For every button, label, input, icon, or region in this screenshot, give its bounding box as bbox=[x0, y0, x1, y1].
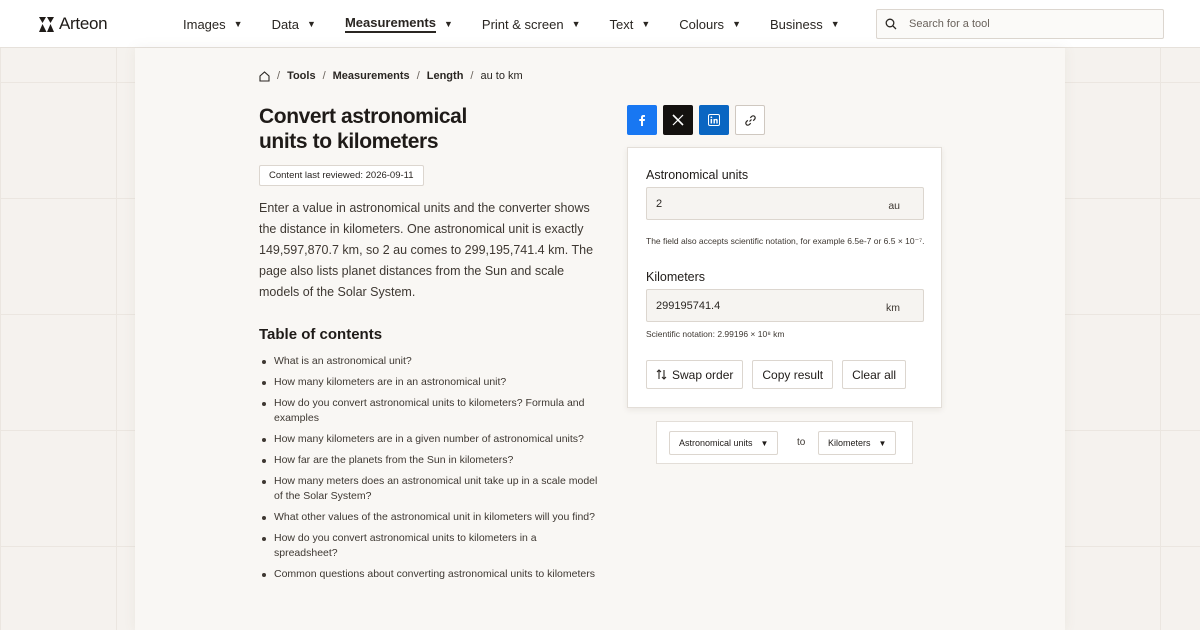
nav-item-colours[interactable] bbox=[679, 0, 741, 48]
nav-label: Measurements bbox=[345, 15, 436, 33]
toc-item[interactable]: How many kilometers are in a given number of astronomical units? bbox=[259, 432, 599, 447]
clear-all-button[interactable]: Clear all bbox=[842, 360, 906, 389]
from-unit-select[interactable] bbox=[669, 431, 778, 455]
breadcrumb-current: au to km bbox=[480, 70, 523, 82]
caret-down-icon: ▼ bbox=[830, 19, 840, 29]
link-icon bbox=[744, 114, 757, 127]
unit-to-label: to bbox=[797, 437, 806, 448]
copy-link-button[interactable] bbox=[735, 105, 765, 135]
from-unit-label: au bbox=[888, 200, 900, 212]
share-facebook-button[interactable] bbox=[627, 105, 657, 135]
copy-result-button[interactable]: Copy result bbox=[752, 360, 833, 389]
from-unit-select-value: Astronomical units bbox=[679, 438, 753, 448]
swap-order-button[interactable] bbox=[646, 360, 743, 389]
search-input[interactable] bbox=[909, 18, 1149, 30]
home-icon[interactable] bbox=[259, 71, 270, 82]
brand-logo[interactable] bbox=[39, 14, 107, 34]
toc-item[interactable]: How do you convert astronomical units to kilometers? Formula and examples bbox=[259, 396, 599, 426]
reviewed-badge: Content last reviewed: 2026-09-11 bbox=[259, 165, 424, 186]
nav-label: Text bbox=[609, 16, 634, 32]
nav-label: Colours bbox=[679, 16, 725, 32]
search-icon bbox=[885, 18, 897, 30]
caret-down-icon: ▼ bbox=[444, 19, 453, 29]
toc-item[interactable]: Common questions about converting astronomical units to kilometers bbox=[259, 567, 599, 582]
top-navigation-bar bbox=[0, 0, 1200, 48]
share-buttons bbox=[627, 105, 765, 135]
caret-down-icon: ▼ bbox=[732, 19, 741, 29]
converter-actions bbox=[646, 360, 906, 389]
caret-down-icon: ▼ bbox=[233, 19, 243, 29]
toc-item[interactable]: How do you convert astronomical units to kilometers in a spreadsheet? bbox=[259, 531, 599, 561]
content-panel bbox=[135, 48, 1065, 630]
to-field-label: Kilometers bbox=[646, 270, 706, 284]
caret-down-icon: ▼ bbox=[760, 438, 769, 448]
breadcrumb bbox=[259, 70, 523, 82]
from-field-hint: The field also accepts scientific notation, for example 6.5e-7 or 6.5 × 10⁻⁷. bbox=[646, 236, 925, 246]
arteon-logo-icon bbox=[39, 17, 54, 32]
swap-arrows-icon bbox=[656, 369, 667, 380]
search-box bbox=[876, 9, 1164, 39]
nav-item-print-screen[interactable] bbox=[482, 0, 581, 48]
nav-item-images[interactable] bbox=[183, 0, 243, 48]
toc-title: Table of contents bbox=[259, 326, 383, 343]
caret-down-icon: ▼ bbox=[571, 19, 581, 29]
toc-item[interactable]: How many kilometers are in an astronomical unit? bbox=[259, 375, 599, 390]
table-of-contents bbox=[259, 354, 599, 588]
breadcrumb-measurements[interactable]: Measurements bbox=[332, 70, 410, 82]
nav-label: Data bbox=[271, 16, 300, 32]
converter-card bbox=[627, 147, 942, 408]
breadcrumb-separator: / bbox=[416, 70, 420, 82]
breadcrumb-length[interactable]: Length bbox=[426, 70, 464, 82]
astronomical-units-input[interactable] bbox=[647, 198, 867, 210]
nav-label: Print & screen bbox=[481, 16, 564, 32]
main-nav bbox=[183, 0, 869, 48]
to-unit-select[interactable] bbox=[818, 431, 896, 455]
nav-label: Images bbox=[183, 16, 226, 32]
kilometers-input[interactable] bbox=[647, 300, 867, 312]
nav-label: Business bbox=[769, 16, 823, 32]
breadcrumb-tools[interactable]: Tools bbox=[287, 70, 316, 82]
page-title: Convert astronomical units to kilometers bbox=[259, 105, 467, 153]
to-unit-label: km bbox=[886, 302, 900, 314]
to-field-hint: Scientific notation: 2.99196 × 10⁸ km bbox=[646, 329, 785, 339]
from-field-label: Astronomical units bbox=[646, 168, 749, 182]
from-field-wrapper bbox=[646, 187, 924, 220]
x-icon bbox=[672, 114, 684, 126]
share-x-button[interactable] bbox=[663, 105, 693, 135]
to-field-wrapper bbox=[646, 289, 924, 322]
breadcrumb-separator: / bbox=[470, 70, 474, 82]
share-linkedin-button[interactable] bbox=[699, 105, 729, 135]
toc-item[interactable]: What other values of the astronomical unit in kilometers will you find? bbox=[259, 510, 599, 525]
breadcrumb-separator: / bbox=[277, 70, 281, 82]
caret-down-icon: ▼ bbox=[878, 438, 887, 448]
nav-item-business[interactable] bbox=[770, 0, 840, 48]
to-unit-select-value: Kilometers bbox=[828, 438, 871, 448]
linkedin-icon bbox=[708, 114, 720, 126]
unit-selector-row bbox=[656, 421, 913, 464]
caret-down-icon: ▼ bbox=[641, 19, 651, 29]
toc-item[interactable]: How far are the planets from the Sun in kilometers? bbox=[259, 453, 599, 468]
breadcrumb-separator: / bbox=[322, 70, 326, 82]
nav-item-data[interactable] bbox=[272, 0, 316, 48]
caret-down-icon: ▼ bbox=[307, 19, 316, 29]
toc-item[interactable]: How many meters does an astronomical unit take up in a scale model of the Solar System? bbox=[259, 474, 599, 504]
nav-item-measurements[interactable] bbox=[345, 0, 453, 48]
intro-paragraph: Enter a value in astronomical units and the converter shows the distance in kilometers. One astronomical unit is exactly 149,597,870.7 km, so 2 au comes to 299,195,741.4 km. The page also lists planet distances from the Sun and scale models of the Solar System. bbox=[259, 201, 594, 299]
swap-order-label: Swap order bbox=[672, 367, 734, 382]
toc-item[interactable]: What is an astronomical unit? bbox=[259, 354, 599, 369]
brand-name: Arteon bbox=[59, 14, 108, 33]
nav-item-text[interactable] bbox=[610, 0, 651, 48]
facebook-icon bbox=[636, 114, 648, 126]
